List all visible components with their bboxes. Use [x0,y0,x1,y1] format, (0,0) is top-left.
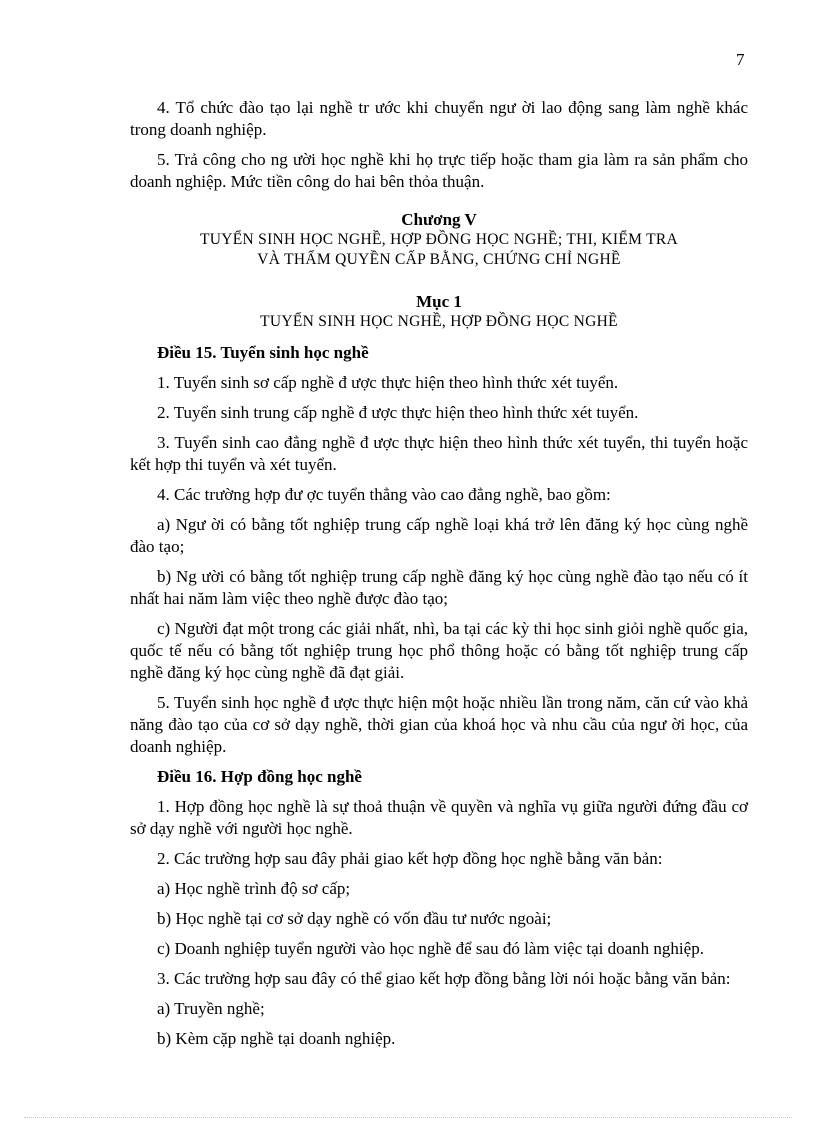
paragraph: 3. Các trường hợp sau đây có thể giao kết hợp đồng bằng lời nói hoặc bằng văn bản: [157,969,731,988]
paragraph: c) Doanh nghiệp tuyển người vào học nghề để sau đó làm việc tại doanh nghiệp. [157,939,704,958]
paragraph: 3. Tuyển sinh cao đẳng nghề đ ược thực hiện theo hình thức xét tuyển, thi tuyển hoặc kết hợp thi tuyển và xét tuyển. [130,433,748,474]
article-16-title: Điều 16. Hợp đồng học nghề [157,767,362,786]
paragraph: 2. Tuyển sinh trung cấp nghề đ ược thực hiện theo hình thức xét tuyển. [157,403,639,422]
paragraph: b) Ng ười có bằng tốt nghiệp trung cấp nghề đăng ký học cùng nghề đào tạo nếu có ít nhất hai năm làm việc theo nghề được đào tạo; [130,567,748,608]
paragraph: c) Người đạt một trong các giải nhất, nhì, ba tại các kỳ thi học sinh giỏi nghề quốc gia, quốc tế nếu có bằng tốt nghiệp trung học phổ thông hoặc có bằng tốt nghiệp trung cấp nghề đăng ký học cùng nghề đã đạt giải. [130,619,748,682]
paragraph: b) Học nghề tại cơ sở dạy nghề có vốn đầu tư nước ngoài; [157,909,552,928]
chapter-title: Chương V [401,210,477,229]
paragraph: 1. Tuyển sinh sơ cấp nghề đ ược thực hiện theo hình thức xét tuyển. [157,373,619,392]
paragraph: 5. Tuyển sinh học nghề đ ược thực hiện một hoặc nhiều lần trong năm, căn cứ vào khả năng đào tạo của cơ sở dạy nghề, thời gian của khoá học và nhu cầu của ngư ời học, của doanh nghiệp. [130,693,748,756]
paragraph: 4. Các trường hợp đư ợc tuyển thẳng vào cao đẳng nghề, bao gồm: [157,485,611,504]
paragraph: b) Kèm cặp nghề tại doanh nghiệp. [157,1029,396,1048]
paragraph: 4. Tổ chức đào tạo lại nghề tr ước khi chuyển ngư ời lao động sang làm nghề khác trong doanh nghiệp. [130,98,748,139]
chapter-heading [130,210,748,270]
chapter-subtitle-line1: TUYỂN SINH HỌC NGHỀ, HỢP ĐỒNG HỌC NGHỀ; THI, KIỂM TRA [199,231,679,248]
page-bottom-divider [24,1117,792,1118]
paragraph: a) Truyền nghề; [157,999,265,1018]
page-number: 7 [736,50,745,69]
paragraph: a) Học nghề trình độ sơ cấp; [157,879,351,898]
paragraph: 2. Các trường hợp sau đây phải giao kết hợp đồng học nghề bằng văn bản: [157,849,663,868]
section-heading [130,292,748,332]
paragraph: 1. Hợp đồng học nghề là sự thoả thuận về quyền và nghĩa vụ giữa người đứng đầu cơ sở dạy nghề với người học nghề. [130,797,748,838]
article-15-title: Điều 15. Tuyển sinh học nghề [157,343,369,362]
document-body [130,97,748,1058]
chapter-subtitle-line2: VÀ THẨM QUYỀN CẤP BẰNG, CHỨNG CHỈ NGHỀ [257,251,621,268]
section-title: Mục 1 [416,292,462,311]
paragraph: a) Ngư ời có bằng tốt nghiệp trung cấp nghề loại khá trở lên đăng ký học cùng nghề đào tạo; [130,515,748,556]
paragraph: 5. Trả công cho ng ười học nghề khi họ trực tiếp hoặc tham gia làm ra sản phẩm cho doanh nghiệp. Mức tiền công do hai bên thỏa thuận. [130,150,748,191]
section-subtitle: TUYỂN SINH HỌC NGHỀ, HỢP ĐỒNG HỌC NGHỀ [260,313,618,330]
